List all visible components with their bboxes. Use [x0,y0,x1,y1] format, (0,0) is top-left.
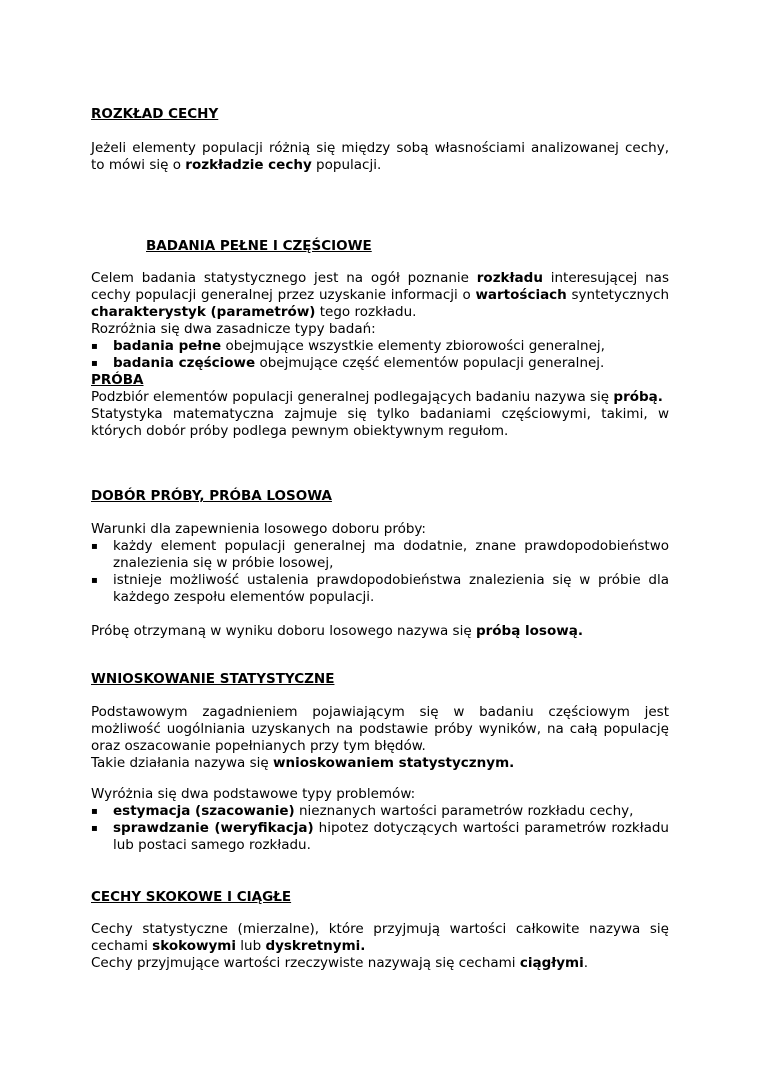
list-typy-problemow [91,803,669,854]
paragraph-cel-badania: Celem badania statystycznego jest na ogół poznanie rozkładu interesującej nas cechy populacji generalnej przez uzyskanie informacji o wartościach syntetycznych charakterystyk (parametrów) tego rozkładu. [91,270,669,320]
paragraph-typy-badan: Rozróżnia się dwa zasadnicze typy badań: [91,321,376,337]
bullet-icon: ▪ [91,341,98,352]
paragraph-statystyka: Statystyka matematyczna zajmuje się tylko badaniami częściowymi, takimi, w których dobór próby podlega pewnym obiektywnym regułom. [91,406,669,439]
heading-badania: BADANIA PEŁNE I CZĘŚCIOWE [146,238,372,254]
section-wnioskowanie [91,704,669,772]
paragraph-cechy-ciagle: Cechy przyjmujące wartości rzeczywiste nazywają się cechami ciągłymi. [91,955,589,971]
heading-dobor-proby: DOBÓR PRÓBY, PRÓBA LOSOWA [91,488,332,504]
paragraph-takie-dzialania: Takie działania nazywa się wnioskowaniem statystycznym. [91,755,515,771]
list-item: ▪ sprawdzanie (weryfikacja) hipotez dotyczących wartości parametrów rozkładu lub postaci samego rozkładu. [91,820,669,853]
bullet-icon: ▪ [91,823,98,834]
section-cechy-skokowe [91,921,669,972]
list-item: ▪ istnieje możliwość ustalenia prawdopodobieństwa znalezienia się w próbie dla każdego zespołu elementów populacji. [91,572,669,605]
paragraph-warunki: Warunki dla zapewnienia losowego doboru próby: [91,521,426,537]
bullet-icon: ▪ [91,358,98,369]
paragraph-rozklad-cechy: Jeżeli elementy populacji różnią się między sobą własnościami analizowanej cechy, to mówi się o rozkładzie cechy populacji. [91,140,669,173]
paragraph-cechy-skokowe: Cechy statystyczne (mierzalne), które przyjmują wartości całkowite nazywa się cechami skokowymi lub dyskretnymi. [91,921,669,954]
section-dobor-proby [91,521,669,606]
list-warunki [91,538,669,606]
paragraph-podzbior: Podzbiór elementów populacji generalnej podlegających badaniu nazywa się próbą. [91,389,663,405]
heading-wnioskowanie: WNIOSKOWANIE STATYSTYCZNE [91,671,335,687]
bullet-icon: ▪ [91,575,98,586]
subheading-proba: PRÓBA [91,372,144,388]
paragraph-typy-problemow: Wyróżnia się dwa podstawowe typy problemów: [91,786,416,802]
heading-rozklad-cechy: ROZKŁAD CECHY [91,106,219,122]
list-typy-badan [91,338,669,372]
section-badania [91,270,669,440]
bullet-icon: ▪ [91,541,98,552]
section-problemy [91,786,669,854]
paragraph-podstawowe-zagadnienie: Podstawowym zagadnieniem pojawiającym się w badaniu częściowym jest możliwość uogólniania uzyskanych na podstawie próby wyników, na całą populację oraz oszacowanie popełnianych przy tym błędów. [91,704,669,754]
list-item: ▪ estymacja (szacowanie) nieznanych wartości parametrów rozkładu cechy, [91,803,634,819]
list-item: ▪ badania pełne obejmujące wszystkie elementy zbiorowości generalnej, [91,338,605,354]
heading-cechy-skokowe: CECHY SKOKOWE I CIĄGŁE [91,889,292,905]
bullet-icon: ▪ [91,806,98,817]
paragraph-proba-losowa: Próbę otrzymaną w wyniku doboru losowego nazywa się próbą losową. [91,623,583,639]
list-item: ▪ każdy element populacji generalnej ma dodatnie, znane prawdopodobieństwo znalezienia się w próbie losowej, [91,538,669,571]
list-item: ▪ badania częściowe obejmujące część elementów populacji generalnej. [91,355,605,371]
